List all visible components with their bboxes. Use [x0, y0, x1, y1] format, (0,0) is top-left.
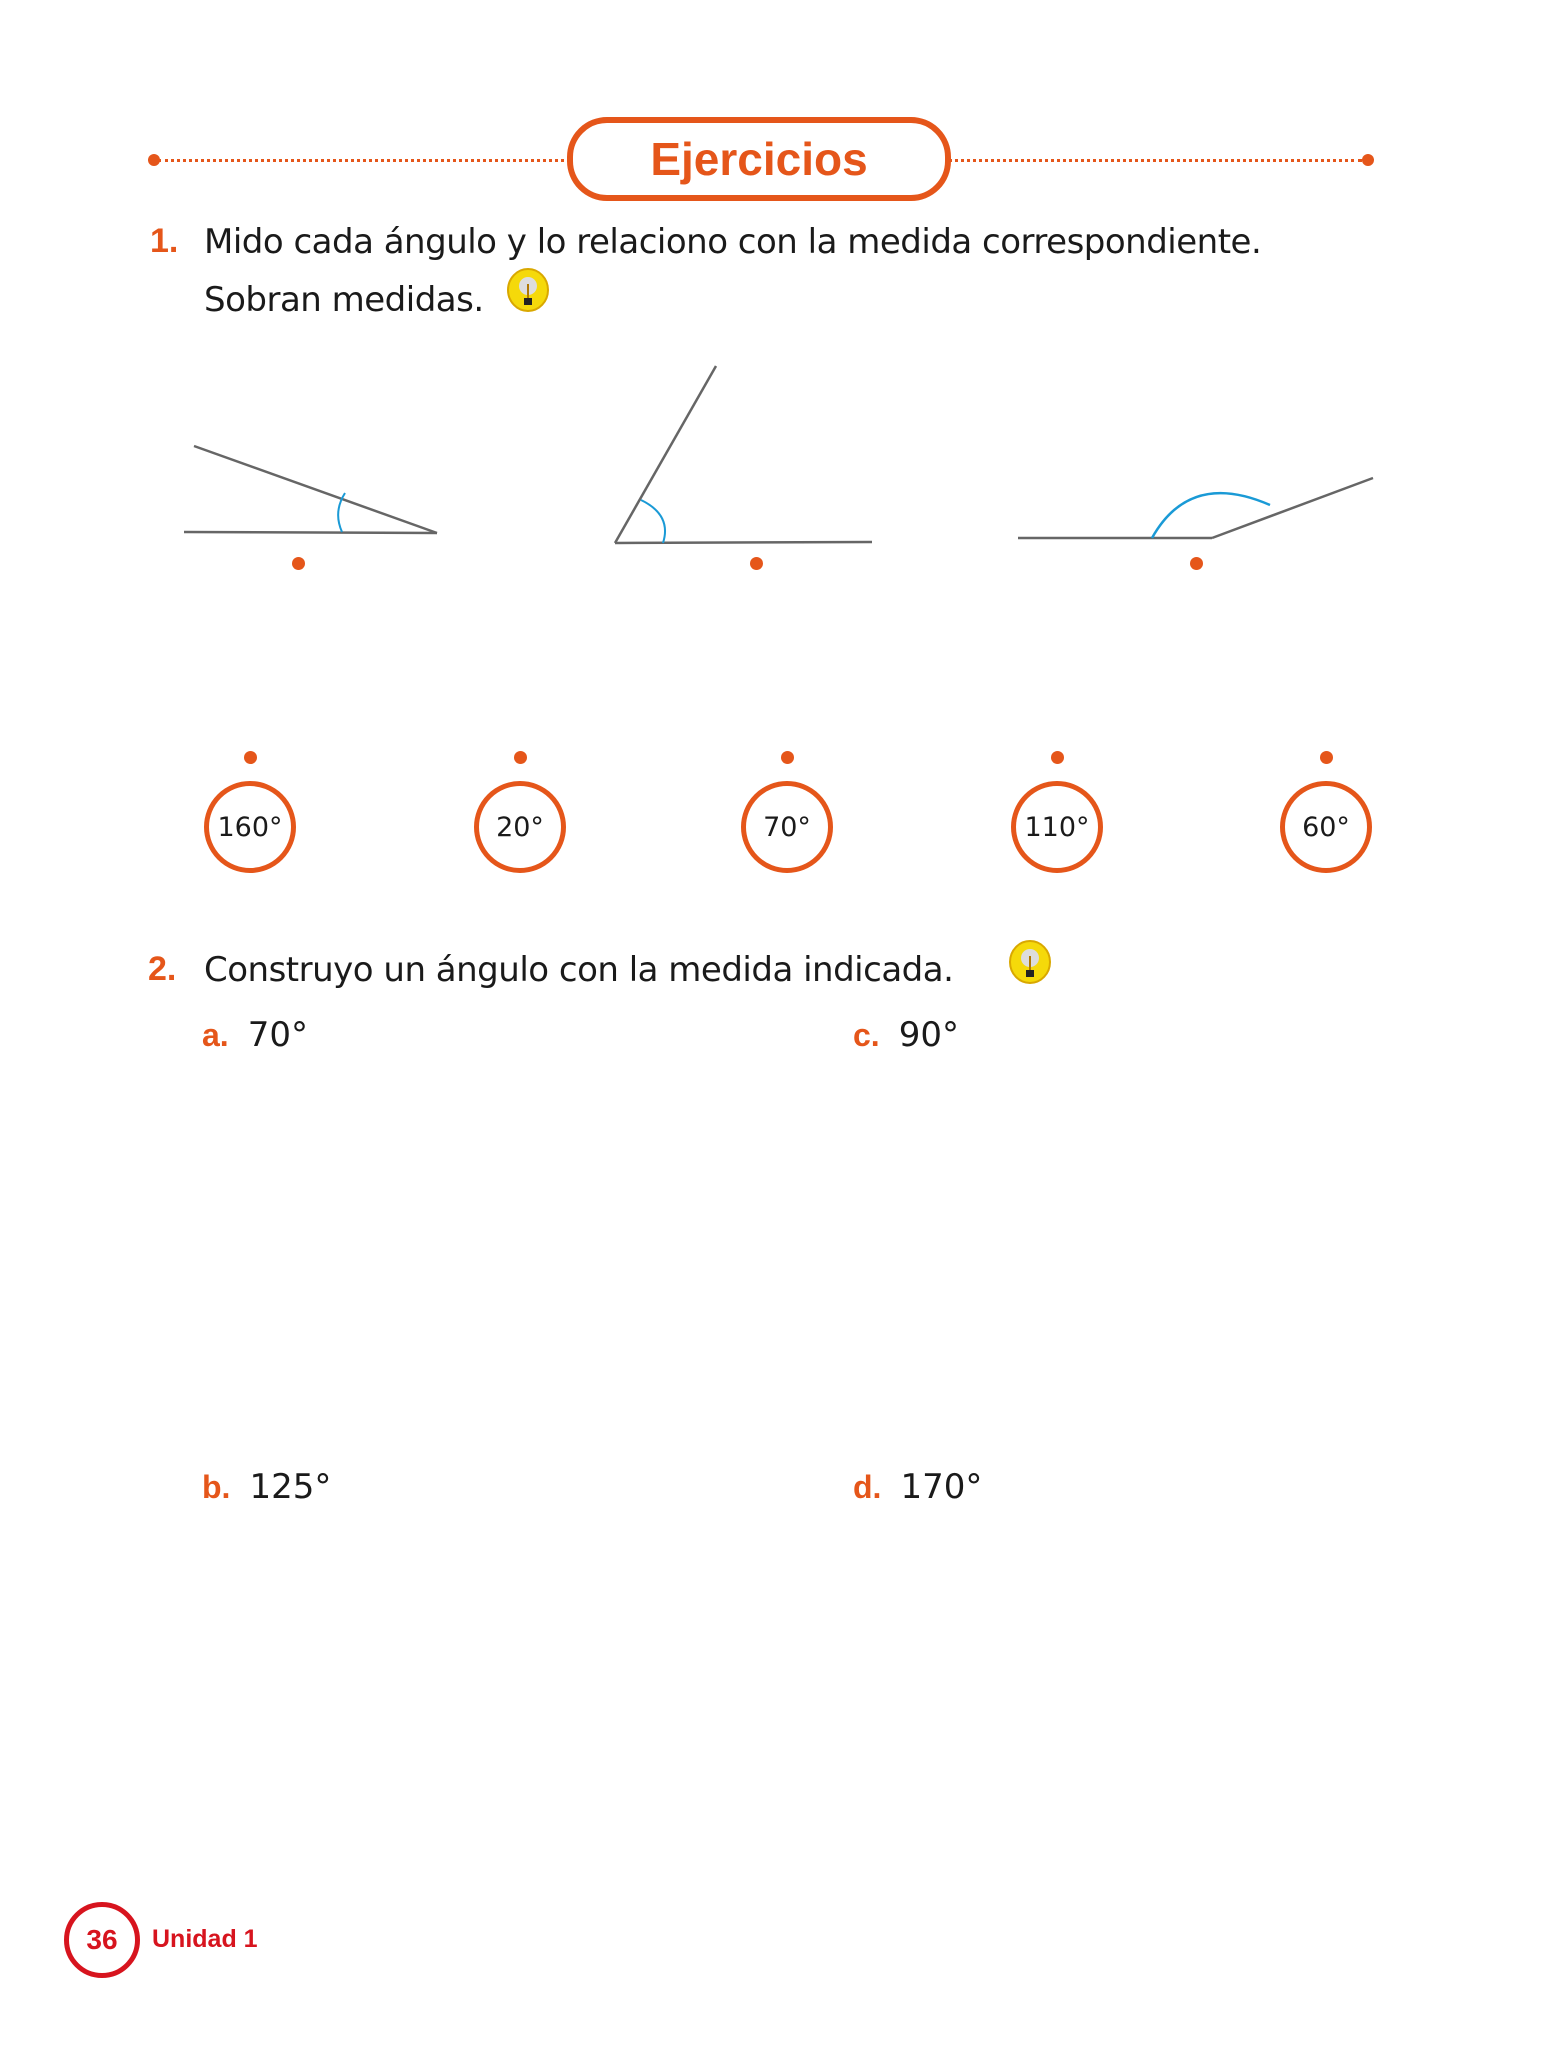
header-dotted-line-left [158, 159, 570, 162]
angle-3-match-dot[interactable] [1190, 557, 1203, 570]
item-b-label: b. [202, 1469, 231, 1505]
lightbulb-icon [506, 268, 550, 316]
lightbulb-icon [1008, 940, 1052, 988]
header-dotted-line-right [948, 159, 1362, 162]
item-c-value: 90° [898, 1015, 960, 1055]
measure-option[interactable]: 60° [1280, 781, 1372, 873]
item-d [853, 1467, 982, 1507]
angle-1-match-dot[interactable] [292, 557, 305, 570]
angles-figure [0, 350, 1564, 590]
section-title-badge [567, 117, 951, 201]
exercise-1-instruction-line2: Sobran medidas. [204, 280, 484, 320]
angle-3 [1018, 478, 1373, 538]
measure-option[interactable]: 20° [474, 781, 566, 873]
exercise-2-number: 2. [148, 950, 177, 988]
measure-4-dot[interactable] [1051, 751, 1064, 764]
unit-label: Unidad 1 [152, 1925, 258, 1953]
item-b-value: 125° [249, 1467, 332, 1507]
item-d-label: d. [853, 1469, 882, 1505]
measure-5-dot[interactable] [1320, 751, 1333, 764]
measure-3-dot[interactable] [781, 751, 794, 764]
item-d-value: 170° [900, 1467, 983, 1507]
angle-2-match-dot[interactable] [750, 557, 763, 570]
angle-2 [615, 366, 872, 543]
item-c-label: c. [853, 1017, 880, 1053]
item-a-label: a. [202, 1017, 229, 1053]
exercise-1-instruction: Mido cada ángulo y lo relaciono con la medida correspondiente. [204, 222, 1262, 262]
exercise-2-instruction: Construyo un ángulo con la medida indicada. [204, 950, 954, 990]
page-number: 36 [64, 1902, 140, 1978]
section-title: Ejercicios [650, 133, 868, 185]
item-c [853, 1015, 959, 1055]
exercise-1-number: 1. [150, 222, 179, 260]
item-a-value: 70° [247, 1015, 309, 1055]
angle-1 [184, 446, 437, 533]
header-line-dot-right [1362, 154, 1374, 166]
measure-option[interactable]: 160° [204, 781, 296, 873]
measure-option[interactable]: 70° [741, 781, 833, 873]
measure-option[interactable]: 110° [1011, 781, 1103, 873]
measure-2-dot[interactable] [514, 751, 527, 764]
measure-1-dot[interactable] [244, 751, 257, 764]
item-b [202, 1467, 331, 1507]
item-a [202, 1015, 308, 1055]
